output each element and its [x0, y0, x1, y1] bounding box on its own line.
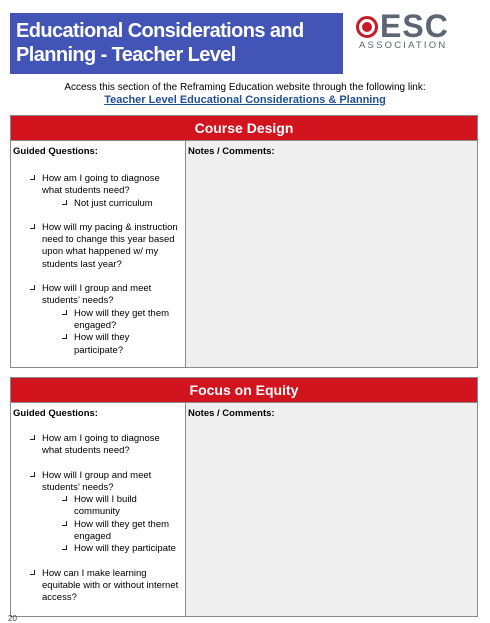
checkbox-bullet-icon: [62, 200, 67, 205]
question-item: How will I group and meet students’ needs?: [11, 470, 185, 495]
guided-questions-column: [11, 141, 186, 367]
checkbox-bullet-icon: [62, 545, 67, 550]
sub-question-item: Not just curriculum: [11, 198, 185, 210]
sub-question-item: How will they get them engaged: [11, 519, 185, 544]
notes-column[interactable]: [186, 403, 477, 616]
esc-association-logo: [356, 8, 472, 53]
checkbox-bullet-icon: [62, 521, 67, 526]
checkbox-bullet-icon: [62, 496, 67, 501]
logo-main-text: ESC: [380, 8, 449, 44]
question-item: How will my pacing & instruction need to change this year based upon what happened w/ my students last year?: [11, 222, 185, 271]
access-instructions: Access this section of the Reframing Education website through the following link:: [64, 82, 426, 93]
question-item: How am I going to diagnose what students need?: [11, 173, 185, 198]
guided-questions-column: [11, 403, 186, 616]
checkbox-bullet-icon: [30, 224, 35, 229]
checkbox-bullet-icon: [62, 310, 67, 315]
checkbox-bullet-icon: [30, 570, 35, 575]
section-title: Course Design: [11, 116, 477, 141]
section-title: Focus on Equity: [11, 378, 477, 403]
page-number: 20: [8, 614, 17, 623]
teacher-level-link[interactable]: Teacher Level Educational Considerations & Planning: [104, 94, 386, 106]
sub-question-item: How will they get them engaged?: [11, 308, 185, 333]
sub-question-item: How will they participate?: [11, 332, 185, 357]
logo-sub-text: ASSOCIATION: [359, 40, 448, 51]
notes-header: Notes / Comments:: [188, 146, 275, 157]
checkbox-bullet-icon: [30, 175, 35, 180]
logo-circle-icon: [356, 16, 378, 38]
sub-question-item: How will I build community: [11, 494, 185, 519]
focus-on-equity-section: [10, 377, 478, 617]
title-line-2: Planning - Teacher Level: [16, 44, 236, 66]
guided-questions-header: Guided Questions:: [13, 408, 98, 419]
checkbox-bullet-icon: [30, 285, 35, 290]
question-item: How can I make learning equitable with or without internet access?: [11, 568, 185, 605]
checkbox-bullet-icon: [30, 472, 35, 477]
question-item: How am I going to diagnose what students need?: [11, 433, 185, 458]
notes-header: Notes / Comments:: [188, 408, 275, 419]
sub-question-item: How will they participate: [11, 543, 185, 555]
title-line-1: Educational Considerations and: [16, 20, 304, 42]
checkbox-bullet-icon: [30, 435, 35, 440]
question-item: How will I group and meet students’ needs?: [11, 283, 185, 308]
course-design-section: [10, 115, 478, 368]
notes-column[interactable]: [186, 141, 477, 367]
guided-questions-header: Guided Questions:: [13, 146, 98, 157]
checkbox-bullet-icon: [62, 334, 67, 339]
document-title: [10, 13, 343, 74]
